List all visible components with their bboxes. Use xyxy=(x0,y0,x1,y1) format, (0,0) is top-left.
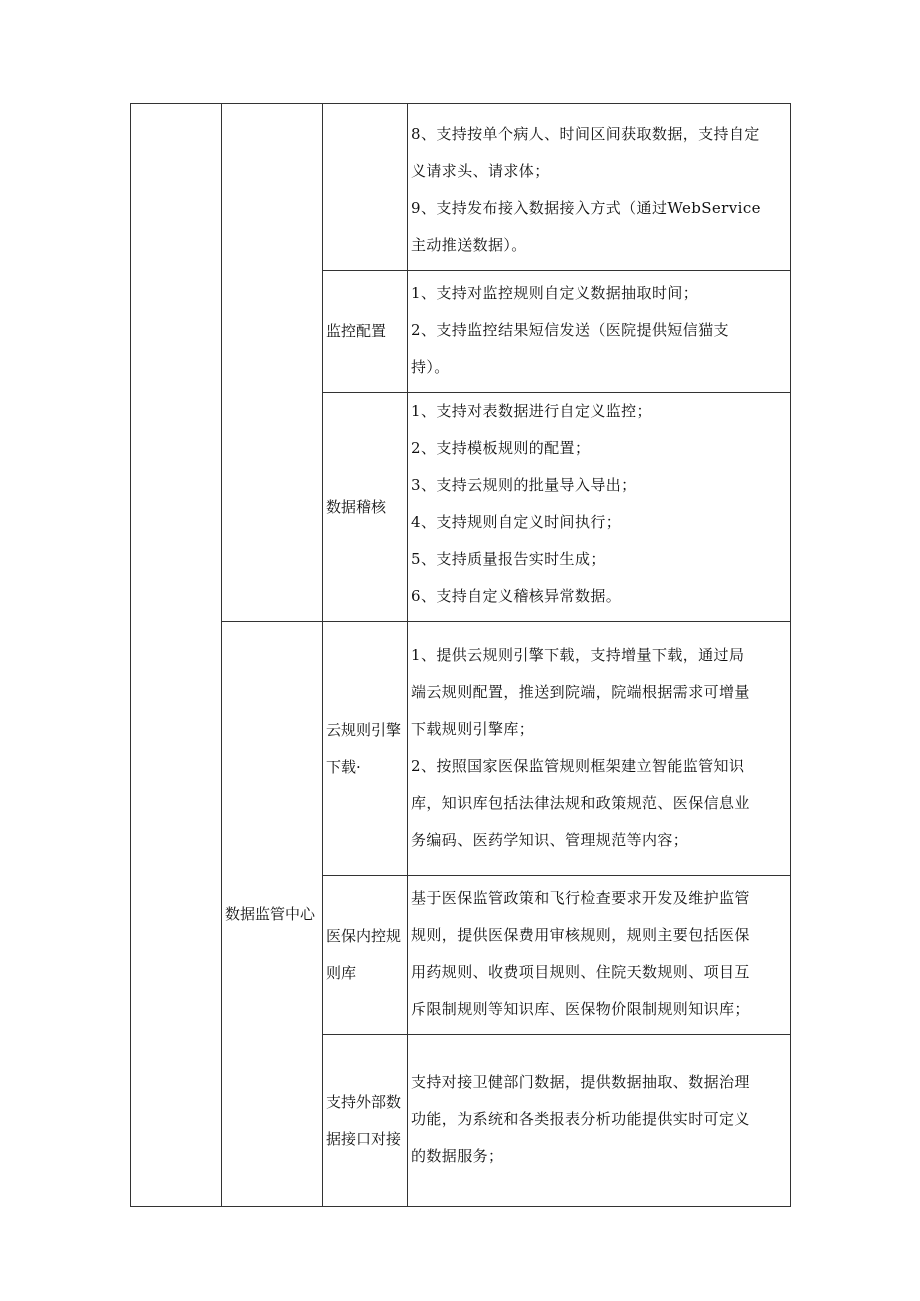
content-line: 1、提供云规则引擎下载，支持增量下载，通过局 xyxy=(411,645,745,664)
category-label: 数据监管中心 xyxy=(225,904,316,923)
content-line: 规则，提供医保费用审核规则，规则主要包括医保 xyxy=(411,926,750,944)
subcategory-label: 云规则引擎下载· xyxy=(326,720,402,776)
content-line: 持）。 xyxy=(411,358,450,376)
content-cell xyxy=(408,271,791,393)
requirements-table xyxy=(130,103,791,1207)
subcategory-cell xyxy=(323,1035,408,1207)
table-row xyxy=(131,104,791,271)
content-cell xyxy=(408,1035,791,1207)
content-line: 5、支持质量报告实时生成； xyxy=(411,550,606,568)
category-cell xyxy=(222,622,323,1207)
content-line: 下载规则引擎库； xyxy=(411,719,535,738)
content-line: 斥限制规则等知识库、医保物价限制规则知识库； xyxy=(411,1000,750,1018)
content-line: 1、支持对表数据进行自定义监控； xyxy=(411,402,652,420)
subcategory-cell xyxy=(323,271,408,393)
content-line: 6、支持自定义稽核异常数据。 xyxy=(411,587,622,605)
content-line: 基于医保监管政策和飞行检查要求开发及维护监管 xyxy=(411,889,750,907)
content-line: 功能，为系统和各类报表分析功能提供实时可定义 xyxy=(411,1110,750,1128)
content-line: 义请求头、请求体； xyxy=(411,162,550,180)
subcategory-label: 支持外部数据接口对接 xyxy=(326,1092,402,1148)
content-line: 4、支持规则自定义时间执行； xyxy=(411,513,622,531)
content-line: 端云规则配置，推送到院端，院端根据需求可增量 xyxy=(411,682,750,701)
content-line: 9、支持发布接入数据接入方式（通过WebService xyxy=(411,199,761,217)
content-line: 主动推送数据）。 xyxy=(411,236,527,254)
subcategory-label: 监控配置 xyxy=(326,322,387,340)
category-cell xyxy=(222,104,323,622)
content-line: 的数据服务； xyxy=(411,1147,504,1165)
content-cell xyxy=(408,876,791,1035)
table-row xyxy=(131,622,791,876)
content-cell xyxy=(408,393,791,622)
subcategory-cell xyxy=(323,104,408,271)
content-line: 2、支持监控结果短信发送（医院提供短信猫支 xyxy=(411,321,729,339)
subcategory-label: 数据稽核 xyxy=(326,497,387,516)
content-line: 支持对接卫健部门数据，提供数据抽取、数据治理 xyxy=(411,1073,750,1091)
content-line: 库，知识库包括法律法规和政策规范、医保信息业 xyxy=(411,793,750,812)
content-line: 1、支持对监控规则自定义数据抽取时间； xyxy=(411,284,699,302)
content-line: 8、支持按单个病人、时间区间获取数据，支持自定 xyxy=(411,125,760,143)
content-line: 用药规则、收费项目规则、住院天数规则、项目互 xyxy=(411,963,750,981)
subcategory-cell xyxy=(323,876,408,1035)
subcategory-cell xyxy=(323,622,408,876)
content-line: 2、支持模板规则的配置； xyxy=(411,439,591,457)
content-line: 2、按照国家医保监管规则框架建立智能监管知识 xyxy=(411,756,745,775)
content-cell xyxy=(408,104,791,271)
content-cell xyxy=(408,622,791,876)
content-line: 务编码、医药学知识、管理规范等内容； xyxy=(411,830,689,849)
subcategory-label: 医保内控规则库 xyxy=(326,927,402,982)
module-cell xyxy=(131,104,222,1207)
subcategory-cell xyxy=(323,393,408,622)
content-line: 3、支持云规则的批量导入导出； xyxy=(411,476,637,494)
